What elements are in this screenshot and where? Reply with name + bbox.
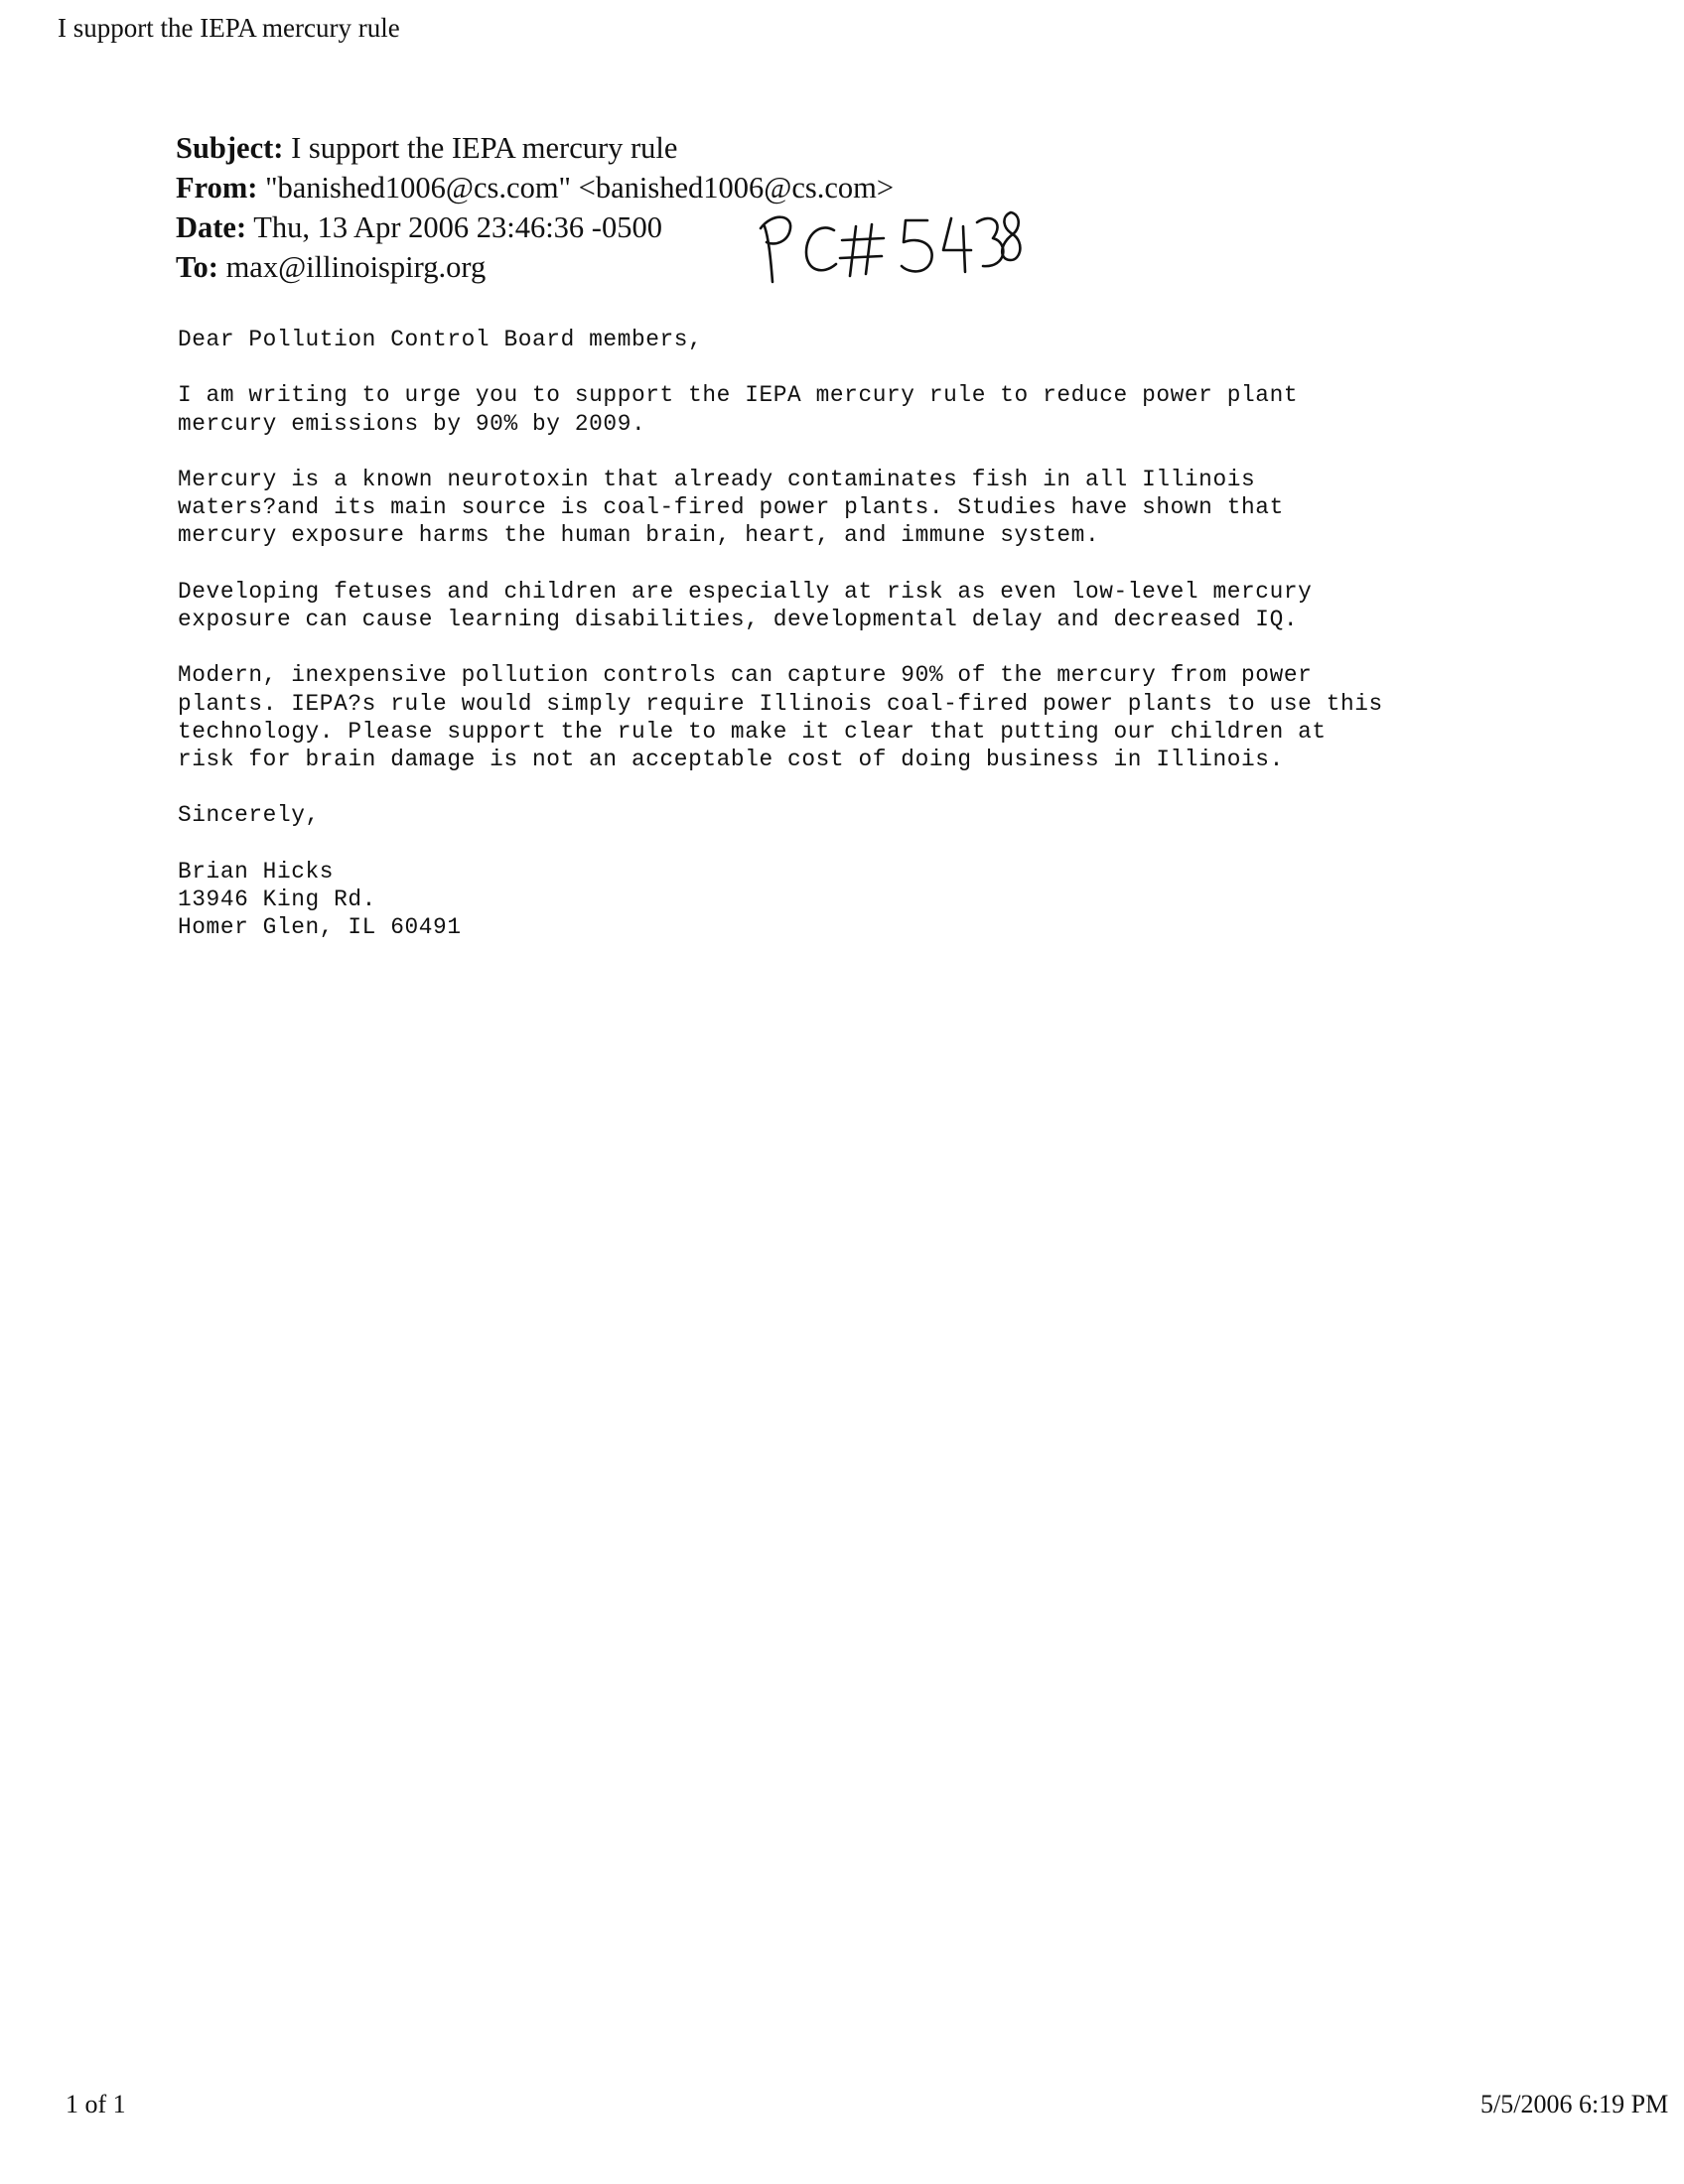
paragraph-2-line: Mercury is a known neurotoxin that already contaminates fish in all Illinois: [178, 466, 1256, 492]
paragraph-2-line: mercury exposure harms the human brain, heart, and immune system.: [178, 522, 1100, 549]
page-number: 1 of 1: [66, 2090, 126, 2118]
to-value: max@illinoispirg.org: [225, 250, 487, 284]
paragraph-1-line: mercury emissions by 90% by 2009.: [178, 410, 646, 437]
signature-street: 13946 King Rd.: [178, 886, 376, 912]
paragraph-4-line: Modern, inexpensive pollution controls can capture 90% of the mercury from power: [178, 662, 1313, 689]
print-header-title: I support the IEPA mercury rule: [58, 13, 400, 43]
paragraph-2-line: waters?and its main source is coal-fired power plants. Studies have shown that: [178, 494, 1284, 521]
paragraph-1: [178, 381, 1383, 437]
print-timestamp: 5/5/2006 6:19 PM: [1480, 2090, 1669, 2118]
handwritten-stamp: [747, 199, 1025, 298]
to-label: To:: [176, 250, 218, 284]
date-label: Date:: [176, 210, 247, 244]
signature-city: Homer Glen, IL 60491: [178, 914, 462, 941]
paragraph-4: [178, 661, 1383, 773]
date-value: Thu, 13 Apr 2006 23:46:36 -0500: [253, 210, 662, 244]
from-label: From:: [176, 171, 258, 205]
signature: [178, 858, 1383, 942]
subject-label: Subject:: [176, 131, 284, 165]
paragraph-4-line: risk for brain damage is not an acceptable cost of doing business in Illinois.: [178, 746, 1284, 772]
email-body: [178, 326, 1383, 970]
subject-value: I support the IEPA mercury rule: [291, 131, 678, 165]
from-value: "banished1006@cs.com" <banished1006@cs.com>: [265, 171, 895, 205]
paragraph-4-line: plants. IEPA?s rule would simply require Illinois coal-fired power plants to use this: [178, 690, 1383, 717]
salutation: Dear Pollution Control Board members,: [178, 327, 703, 352]
signature-name: Brian Hicks: [178, 858, 335, 885]
paragraph-2: [178, 466, 1383, 550]
paragraph-3-line: exposure can cause learning disabilities, developmental delay and decreased IQ.: [178, 606, 1299, 632]
paragraph-1-line: I am writing to urge you to support the IEPA mercury rule to reduce power plant: [178, 382, 1299, 409]
paragraph-3: [178, 578, 1383, 633]
closing: Sincerely,: [178, 802, 320, 829]
paragraph-4-line: technology. Please support the rule to make it clear that putting our children at: [178, 718, 1327, 745]
paragraph-3-line: Developing fetuses and children are especially at risk as even low-level mercury: [178, 578, 1313, 605]
subject-row: [176, 128, 894, 168]
